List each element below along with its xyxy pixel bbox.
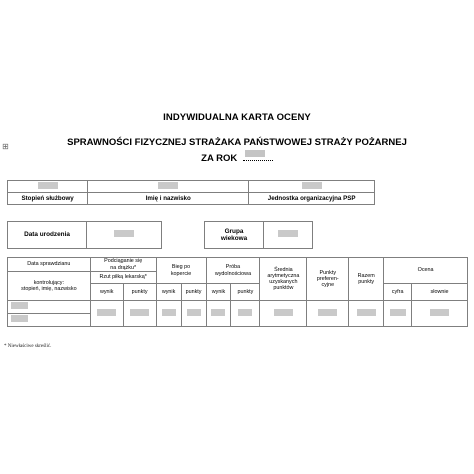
- pullups-line2: na drążku*: [110, 264, 137, 271]
- age-group-label-line2: wiekowa: [220, 235, 248, 242]
- date-redaction: [11, 302, 28, 309]
- date-value-cell[interactable]: [8, 301, 91, 314]
- endurance-test-header: [206, 258, 260, 284]
- endurance-points-cell[interactable]: [231, 301, 260, 327]
- redaction: [357, 309, 376, 316]
- pullups-result-cell[interactable]: [90, 301, 123, 327]
- name-redaction: [158, 182, 178, 189]
- endurance-line1: Próba: [225, 264, 241, 271]
- endurance-line2: wydolnościowa: [214, 270, 252, 277]
- redaction: [187, 309, 201, 316]
- dob-label: Data urodzenia: [8, 222, 87, 249]
- redaction: [162, 309, 176, 316]
- footnote: * Niewłaściwe skreślić.: [4, 344, 52, 349]
- controller-header: [8, 272, 91, 301]
- age-group-label-line1: Grupa: [224, 227, 244, 235]
- average-line4: punktów: [273, 285, 294, 292]
- redaction: [430, 309, 449, 316]
- endurance-result-cell[interactable]: [206, 301, 231, 327]
- medicine-ball-header: Rzut piłką lekarską*: [90, 272, 156, 284]
- pullups-line1: Podciąganie się: [104, 258, 143, 265]
- rank-value-cell[interactable]: [8, 181, 88, 193]
- grade-word-header: słownie: [412, 284, 468, 301]
- grade-digit-cell[interactable]: [384, 301, 412, 327]
- age-group-label: [205, 222, 264, 249]
- name-value-cell[interactable]: [88, 181, 249, 193]
- redaction: [211, 309, 225, 316]
- unit-value-cell[interactable]: [249, 181, 375, 193]
- run-result-cell[interactable]: [156, 301, 181, 327]
- run-points-cell[interactable]: [181, 301, 206, 327]
- controller-line2: stopień, imię, nazwisko: [21, 286, 77, 292]
- date-header: Data sprawdzianu: [8, 258, 91, 272]
- year-redaction: [245, 150, 265, 157]
- redaction: [238, 309, 252, 316]
- unit-redaction: [302, 182, 322, 189]
- average-line2: arytmetyczna: [267, 272, 300, 279]
- age-group-redaction: [278, 230, 298, 237]
- form-title: INDYWIDUALNA KARTA OCENY: [163, 112, 311, 123]
- form-subtitle: SPRAWNOŚCI FIZYCZNEJ STRAŻAKA PAŃSTWOWEJ STRAŻY POŻARNEJ: [67, 137, 407, 148]
- age-group-table: [204, 221, 313, 249]
- results-table: [7, 257, 468, 327]
- average-line1: Średnia: [274, 266, 293, 273]
- unit-label: Jednostka organizacyjna PSP: [249, 193, 375, 205]
- preferential-line3: cyjne: [321, 282, 335, 289]
- redaction: [274, 309, 293, 316]
- pullups-header: [90, 258, 156, 272]
- preferential-points-header: [307, 258, 349, 301]
- name-label: Imię i nazwisko: [88, 193, 249, 205]
- redaction: [97, 309, 116, 316]
- average-points-header: [260, 258, 307, 301]
- preferential-line2: preferen-: [316, 275, 339, 282]
- envelope-run-header: [156, 258, 206, 284]
- grade-word-cell[interactable]: [412, 301, 468, 327]
- year-label: ZA ROK: [201, 153, 238, 164]
- controller-value-cell[interactable]: [8, 314, 91, 327]
- redaction: [130, 309, 149, 316]
- grade-digit-header: cyfra: [384, 284, 412, 301]
- envelope-run-line1: Bieg po: [171, 264, 191, 271]
- form-year-line: [0, 151, 474, 164]
- personal-info-table: [7, 180, 375, 205]
- average-line3: uzyskanych: [269, 279, 298, 285]
- preferential-line1: Punkty: [319, 269, 337, 276]
- pullups-points-header: punkty: [123, 284, 156, 301]
- total-points-cell[interactable]: [349, 301, 384, 327]
- controller-line1: kontrolujący:: [33, 279, 64, 286]
- envelope-run-line2: kopercie: [170, 270, 192, 277]
- year-field[interactable]: [243, 151, 273, 161]
- pullups-points-cell[interactable]: [123, 301, 156, 327]
- move-anchor-icon: ⊞: [2, 142, 9, 151]
- redaction: [318, 309, 337, 316]
- grade-header: Ocena: [384, 258, 468, 284]
- total-line2: punkty: [358, 279, 375, 285]
- endurance-points-header: punkty: [231, 284, 260, 301]
- dob-redaction: [114, 230, 134, 237]
- dob-value-cell[interactable]: [87, 222, 162, 249]
- birth-date-table: [7, 221, 162, 249]
- pullups-result-header: wynik: [90, 284, 123, 301]
- redaction: [390, 309, 406, 316]
- run-result-header: wynik: [156, 284, 181, 301]
- total-line1: Razem: [357, 272, 375, 279]
- rank-label: Stopień służbowy: [8, 193, 88, 205]
- average-points-cell[interactable]: [260, 301, 307, 327]
- controller-redaction: [11, 315, 28, 322]
- age-group-value-cell[interactable]: [264, 222, 313, 249]
- endurance-result-header: wynik: [206, 284, 231, 301]
- total-points-header: [349, 258, 384, 301]
- rank-redaction: [38, 182, 58, 189]
- run-points-header: punkty: [181, 284, 206, 301]
- preferential-points-cell[interactable]: [307, 301, 349, 327]
